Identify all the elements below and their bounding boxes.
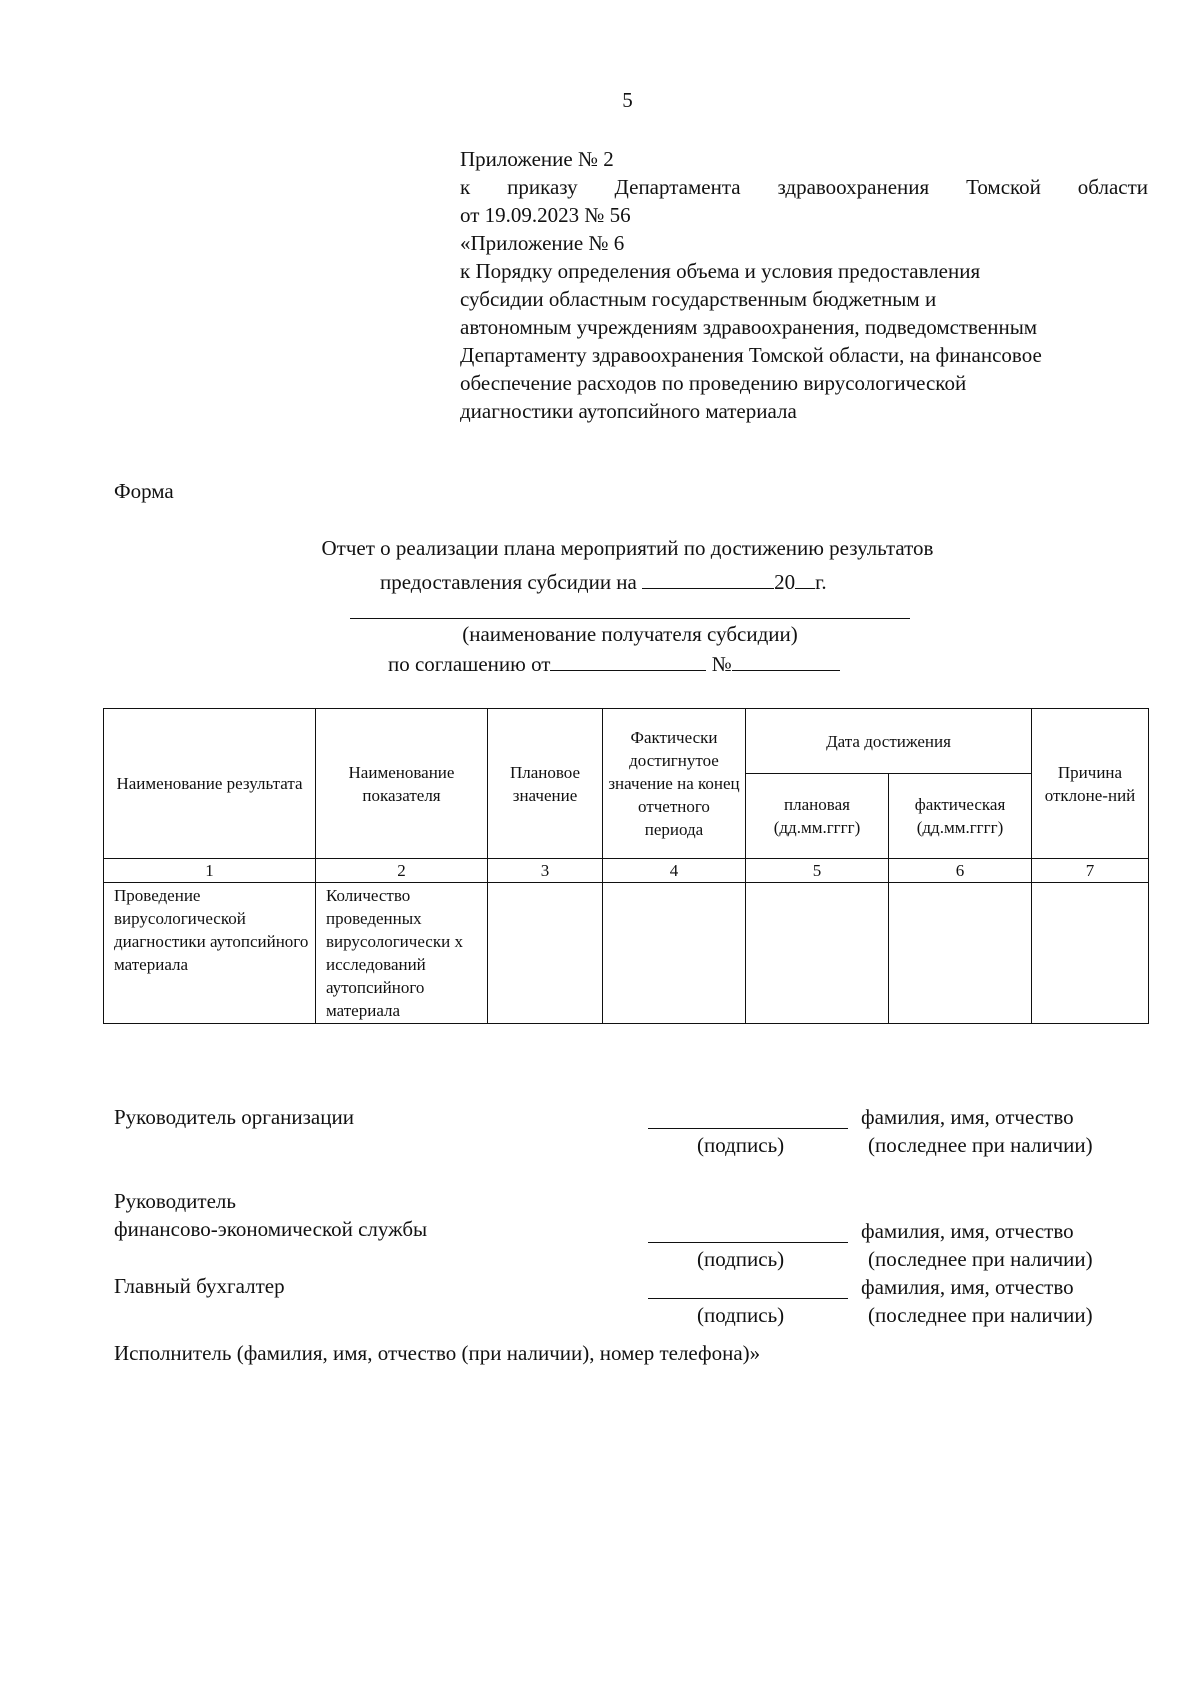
column-number: 3 bbox=[488, 859, 603, 883]
signature-line[interactable] bbox=[648, 1128, 848, 1129]
header-actual-value: Фактически достигнутое значение на конец отчетного периода bbox=[603, 709, 746, 859]
title-prefix: предоставления субсидии на bbox=[380, 570, 637, 594]
agreement-line bbox=[388, 648, 840, 678]
header-result-name: Наименование результата bbox=[104, 709, 316, 859]
title-year: 20 bbox=[774, 570, 796, 594]
appendix-line: «Приложение № 6 bbox=[460, 231, 625, 255]
signature-line[interactable] bbox=[648, 1298, 848, 1299]
sig-caption-sign: (подпись) bbox=[697, 1247, 785, 1271]
appendix-header bbox=[460, 145, 1148, 425]
appendix-line: от 19.09.2023 № 56 bbox=[460, 203, 631, 227]
sig-role-finance: финансово-экономической службы bbox=[114, 1217, 428, 1241]
column-number: 6 bbox=[889, 859, 1032, 883]
cell-date-planned[interactable] bbox=[746, 883, 889, 1024]
sig-caption-sign: (подпись) bbox=[697, 1133, 785, 1157]
appendix-line: субсидии областным государственным бюджетным и bbox=[460, 287, 937, 311]
column-numbers-row bbox=[104, 859, 1149, 883]
recipient-caption: (наименование получателя субсидии) bbox=[462, 622, 798, 646]
header-planned-value: Плановое значение bbox=[488, 709, 603, 859]
table-row bbox=[104, 883, 1149, 1024]
column-number: 7 bbox=[1032, 859, 1149, 883]
executor-line: Исполнитель (фамилия, имя, отчество (при наличии), номер телефона)» bbox=[114, 1341, 761, 1365]
sig-fio-label: фамилия, имя, отчество bbox=[861, 1275, 1074, 1299]
appendix-line: к Порядку определения объема и условия предоставления bbox=[460, 259, 981, 283]
sig-fio-label: фамилия, имя, отчество bbox=[861, 1105, 1074, 1129]
report-table bbox=[103, 708, 1149, 1024]
cell-actual[interactable] bbox=[603, 883, 746, 1024]
column-number: 5 bbox=[746, 859, 889, 883]
header-deviation-reason: Причина отклоне-ний bbox=[1032, 709, 1149, 859]
signature-line[interactable] bbox=[648, 1242, 848, 1243]
sig-caption-fio: (последнее при наличии) bbox=[868, 1247, 1093, 1271]
sig-role-head: Руководитель организации bbox=[114, 1105, 354, 1129]
sig-caption-sign: (подпись) bbox=[697, 1303, 785, 1327]
cell-indicator: Количество проведенных вирусологически х исследований аутопсийного материала bbox=[316, 883, 488, 1024]
cell-result: Проведение вирусологической диагностики аутопсийного материала bbox=[104, 883, 316, 1024]
sig-caption-fio: (последнее при наличии) bbox=[868, 1133, 1093, 1157]
report-title-line2 bbox=[380, 566, 827, 596]
header-date-actual: фактическая (дд.мм.гггг) bbox=[889, 774, 1032, 859]
agreement-prefix: по соглашению от bbox=[388, 652, 551, 676]
sig-fio-label: фамилия, имя, отчество bbox=[861, 1219, 1074, 1243]
appendix-line: автономным учреждениям здравоохранения, подведомственным bbox=[460, 315, 1038, 339]
cell-date-actual[interactable] bbox=[889, 883, 1032, 1024]
header-achievement-date: Дата достижения bbox=[746, 709, 1032, 774]
header-date-planned: плановая (дд.мм.гггг) bbox=[746, 774, 889, 859]
form-label: Форма bbox=[114, 479, 174, 503]
column-number: 1 bbox=[104, 859, 316, 883]
appendix-line: Приложение № 2 bbox=[460, 147, 614, 171]
page-number: 5 bbox=[622, 88, 633, 112]
appendix-line: обеспечение расходов по проведению вирусологической bbox=[460, 371, 967, 395]
year-blank[interactable] bbox=[795, 566, 815, 589]
sig-caption-fio: (последнее при наличии) bbox=[868, 1303, 1093, 1327]
column-number: 4 bbox=[603, 859, 746, 883]
appendix-line: диагностики аутопсийного материала bbox=[460, 399, 797, 423]
cell-reason[interactable] bbox=[1032, 883, 1149, 1024]
header-indicator-name: Наименование показателя bbox=[316, 709, 488, 859]
sig-role-finance-line1: Руководитель bbox=[114, 1189, 236, 1213]
appendix-line: Департаменту здравоохранения Томской области, на финансовое bbox=[460, 343, 1042, 367]
agreement-date-blank[interactable] bbox=[550, 648, 706, 671]
appendix-line: к приказу Департамента здравоохранения Томской области bbox=[460, 175, 1148, 199]
recipient-name-line[interactable] bbox=[350, 618, 910, 619]
agreement-number-blank[interactable] bbox=[732, 648, 840, 671]
column-number: 2 bbox=[316, 859, 488, 883]
agreement-number-sign: № bbox=[711, 652, 732, 676]
title-suffix: г. bbox=[815, 570, 827, 594]
sig-role-accountant: Главный бухгалтер bbox=[114, 1274, 285, 1298]
cell-planned[interactable] bbox=[488, 883, 603, 1024]
period-blank[interactable] bbox=[642, 566, 774, 589]
report-title-line1: Отчет о реализации плана мероприятий по достижению результатов bbox=[321, 536, 934, 560]
